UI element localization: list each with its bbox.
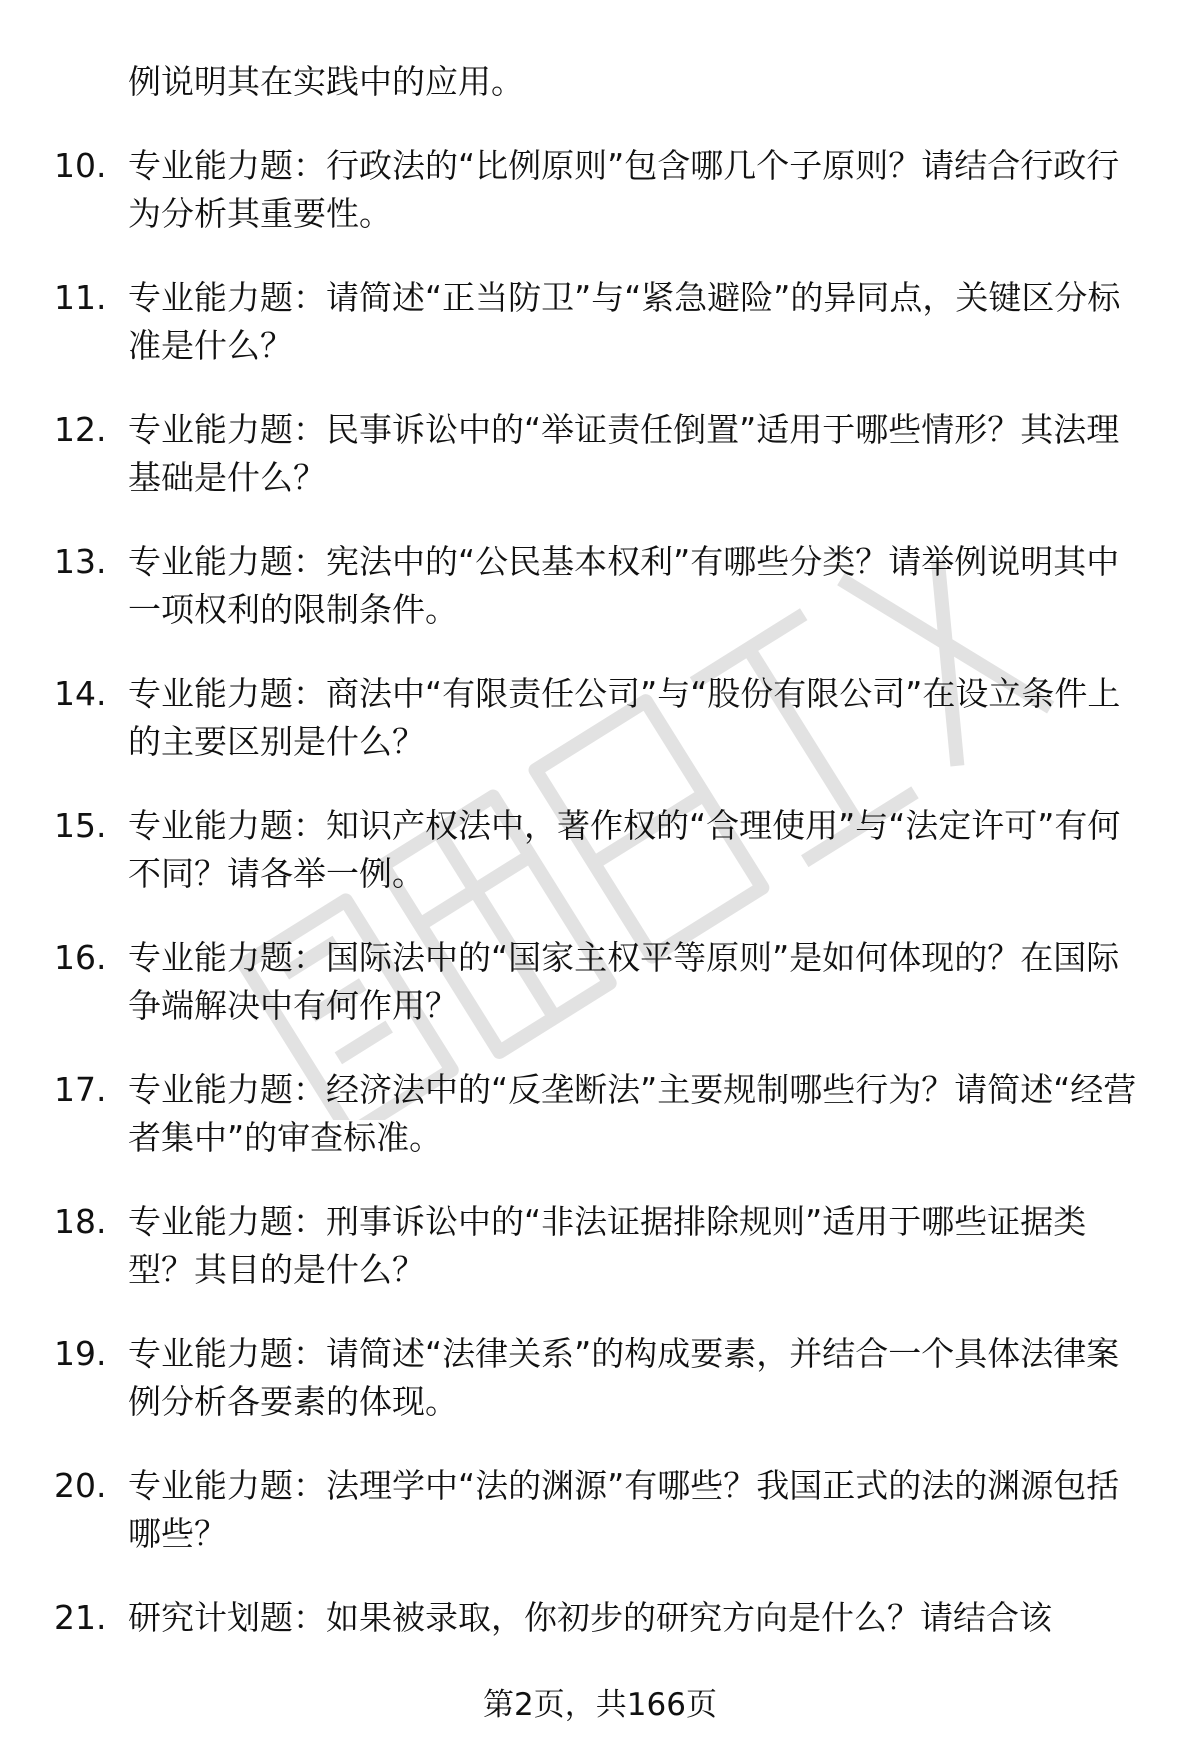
page-footer: 第2页，共166页	[483, 1687, 717, 1723]
question-number: 13.	[54, 542, 107, 581]
question-text: 专业能力题：请简述“正当防卫”与“紧急避险”的异同点，关键区分标准是什么？	[128, 278, 1121, 365]
question-number: 19.	[54, 1334, 107, 1373]
list-item	[0, 526, 1200, 658]
question-number: 20.	[54, 1466, 107, 1505]
question-text: 专业能力题：知识产权法中，著作权的“合理使用”与“法定许可”有何不同？请各举一例。	[128, 806, 1121, 893]
question-number: 17.	[54, 1070, 107, 1109]
question-text: 专业能力题：经济法中的“反垄断法”主要规制哪些行为？请简述“经营者集中”的审查标准。	[128, 1070, 1137, 1157]
list-item	[0, 1186, 1200, 1318]
question-text: 专业能力题：法理学中“法的渊源”有哪些？我国正式的法的渊源包括哪些？	[128, 1466, 1120, 1553]
list-item	[0, 658, 1200, 790]
question-number: 18.	[54, 1202, 107, 1241]
list-item	[0, 130, 1200, 262]
question-number: 21.	[54, 1598, 107, 1637]
list-item	[0, 1054, 1200, 1186]
question-text: 专业能力题：民事诉讼中的“举证责任倒置”适用于哪些情形？其法理基础是什么？	[128, 410, 1120, 497]
question-number: 14.	[54, 674, 107, 713]
question-text: 专业能力题：刑事诉讼中的“非法证据排除规则”适用于哪些证据类型？其目的是什么？	[128, 1202, 1087, 1289]
question-number: 16.	[54, 938, 107, 977]
question-list	[0, 130, 1200, 1714]
list-item	[0, 1318, 1200, 1450]
question-text: 专业能力题：国际法中的“国家主权平等原则”是如何体现的？在国际争端解决中有何作用？	[128, 938, 1120, 1025]
question-number: 10.	[54, 146, 107, 185]
question-number: 12.	[54, 410, 107, 449]
list-item	[0, 394, 1200, 526]
question-number: 15.	[54, 806, 107, 845]
question-text: 专业能力题：行政法的“比例原则”包含哪几个子原则？请结合行政行为分析其重要性。	[128, 146, 1120, 233]
question-number: 11.	[54, 278, 107, 317]
list-item	[0, 1450, 1200, 1582]
list-item	[0, 790, 1200, 922]
question-text: 专业能力题：请简述“法律关系”的构成要素，并结合一个具体法律案例分析各要素的体现。	[128, 1334, 1120, 1421]
question-text: 专业能力题：宪法中的“公民基本权利”有哪些分类？请举例说明其中一项权利的限制条件。	[128, 542, 1120, 629]
question-text: 研究计划题：如果被录取，你初步的研究方向是什么？请结合该	[128, 1598, 1052, 1637]
continuation-text: 例说明其在实践中的应用。	[128, 62, 524, 101]
list-item	[0, 262, 1200, 394]
question-text: 专业能力题：商法中“有限责任公司”与“股份有限公司”在设立条件上的主要区别是什么？	[128, 674, 1121, 761]
list-item	[0, 922, 1200, 1054]
